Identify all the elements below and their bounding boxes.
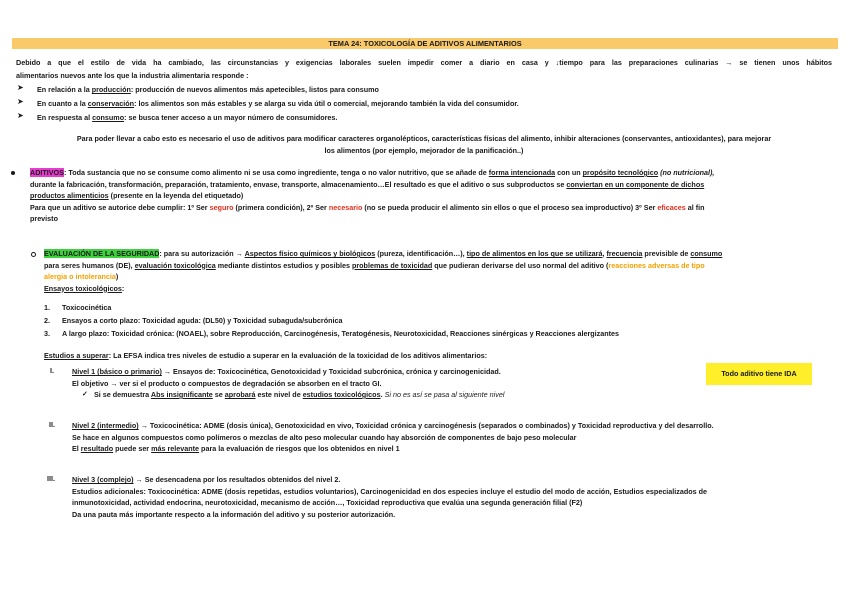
evaluacion-text: (pureza, identificación…),	[375, 249, 467, 258]
ensayos-text: Ensayos a corto plazo: Toxicidad aguda: (DL50) y Toxicidad subaguda/subcrónica	[62, 316, 343, 325]
seguro-keyword: seguro	[209, 202, 234, 212]
intro-paragraph	[16, 57, 832, 69]
evaluacion-text: ,	[602, 249, 607, 258]
evaluacion-text: mediante distintos estudios y posibles	[215, 260, 352, 270]
nivel-text: Da una pauta más importante respecto a la información del aditivo y su posterior autorización.	[72, 509, 396, 519]
bullet-dot-icon	[11, 171, 15, 175]
ensayos-number: 1.	[44, 303, 50, 312]
aditivos-text: (no se pueda producir el alimento sin ellos o que el proceso sea improductivo) 3º Ser	[362, 202, 658, 212]
arrow-item-text: : se busca tener acceso a un mayor número de consumidores.	[124, 113, 338, 122]
aditivos-text: al fin	[685, 202, 705, 212]
evaluacion-keyword: frecuencia	[606, 249, 643, 258]
arrow-item-conservacion	[37, 98, 817, 110]
nivel-text: → Se desencadena por los resultados obtenidos del nivel 2.	[133, 475, 341, 484]
nivel-text: para la evaluación de riesgos que los obtenidos en nivel 1	[199, 444, 400, 453]
purpose-paragraph	[16, 133, 832, 156]
nivel-text: .	[380, 390, 385, 399]
eficaces-keyword: eficaces	[657, 202, 686, 212]
necesario-keyword: necesario	[328, 202, 363, 212]
ensayos-list	[44, 302, 840, 341]
nivel-title: Nivel 2 (intermedio)	[72, 421, 139, 430]
aditivos-text: (primera condición), 2º Ser	[233, 202, 329, 212]
nivel-keyword: resultado	[80, 444, 114, 453]
estudios-heading	[44, 350, 840, 362]
intro-paragraph-end	[16, 70, 832, 82]
aditivos-keyword: forma intencionada	[488, 168, 556, 177]
nivel-text: puede ser	[113, 444, 152, 453]
nivel-text: Se hace en algunos compuestos como polímeros o mezclas de alto peso molecular cuando hay absorción de componentes de bajo peso molecular	[72, 432, 577, 442]
nivel-3-block	[72, 474, 842, 520]
nivel-text: → Toxicocinética: ADME (dosis única), Genotoxicidad en vivo, Toxicidad crónica y carcinogénesis (separados o combinados) y Toxicidad reproductiva y del desarrollo.	[138, 421, 714, 430]
evaluacion-highlight: alergia o intolerancia	[44, 272, 116, 281]
arrow-item-text: : los alimentos son más estables y se alarga su vida útil o comercial, mejorando también la vida del consumidor.	[134, 99, 519, 108]
nivel-text: Estudios adicionales: Toxicocinética: ADME (dosis repetidas, estudios voluntarios), Carcinogenicidad en dos especies incluye el estudio del modo de acción, Estudios especializados de	[72, 486, 708, 496]
ensayos-number: 3.	[44, 329, 50, 338]
nivel-text: Si se demuestra	[94, 390, 151, 399]
nivel-keyword: más relevante	[151, 444, 200, 453]
purpose-line-1: Para poder llevar a cabo esto es necesario el uso de aditivos para modificar caracteres organolépticos, características físicas del alimento, inhibir alteraciones (conservantes, antioxidantes), para mejorar	[76, 134, 772, 143]
evaluacion-label: EVALUACIÓN DE LA SEGURIDAD	[44, 249, 160, 258]
arrow-item-text: En cuanto a la	[37, 99, 88, 108]
intro-line-1: Debido a que el estilo de vida ha cambiado, las circunstancias y exigencias laborales suelen impedir comer a diario en casa y ↓tiempo para las preparaciones culinarias → se tienen unos hábitos	[16, 58, 832, 67]
aditivos-text: durante la fabricación, transformación, preparación, tratamiento, envase, transporte, almacenamiento…El resultado es que el aditivo o sus subproductos se	[30, 179, 567, 189]
nivel-title: Nivel 3 (complejo)	[72, 475, 134, 484]
nivel-number: II.	[49, 420, 55, 429]
aditivos-text: (presente en la leyenda del etiquetado)	[108, 191, 244, 200]
arrow-bullet-icon: ➤	[17, 111, 24, 120]
arrow-item-text: En relación a la	[37, 85, 92, 94]
aditivos-keyword: propósito tecnológico	[582, 168, 659, 177]
aditivos-label: ADITIVOS	[30, 168, 64, 177]
nivel-1-block	[72, 366, 692, 401]
nivel-number: I.	[50, 366, 54, 375]
ensayos-text: Toxicocinética	[62, 303, 112, 312]
intro-line-2: alimentarios nuevos ante los que la industria alimentaria responde :	[16, 71, 249, 80]
nivel-keyword: Abs insignificante	[150, 390, 213, 399]
nivel-text: El objetivo → ver si el producto o compuestos de degradación se absorben en el tracto GI.	[72, 378, 382, 388]
nivel-text: El	[72, 444, 81, 453]
aditivos-text: Para que un aditivo se autorice debe cumplir: 1º Ser	[30, 202, 210, 212]
nivel-number: III.	[47, 474, 55, 483]
aditivos-keyword: conviertan en un componente de dichos	[566, 179, 705, 189]
nivel-text: se	[212, 390, 225, 399]
arrow-item-keyword: conservación	[87, 99, 135, 108]
bullet-ring-icon	[31, 252, 36, 257]
ensayos-text: A largo plazo: Toxicidad crónica: (NOAEL), sobre Reproducción, Carcinogénesis, Teratogénesis, Neurotoxicidad, Reacciones sinérgicas y Reacciones alergizantes	[62, 329, 620, 338]
ensayos-number: 2.	[44, 316, 50, 325]
evaluacion-text: para seres humanos (DE),	[44, 260, 135, 270]
nivel-note: Si no es así se pasa al siguiente nivel	[384, 390, 505, 399]
ensayos-title: Ensayos toxicológicos	[44, 283, 122, 293]
estudios-text: : La EFSA indica tres niveles de estudio a superar en la evaluación de la toxicidad de los aditivos alimentarios:	[108, 351, 488, 360]
evaluacion-keyword: evaluación toxicológica	[134, 260, 216, 270]
nivel-text: inmunotoxicidad, actividad endocrina, neurotoxicidad, mecanismo de acción…, Toxicidad reproductiva que evalúa una segunda generación filial (F2)	[72, 498, 583, 507]
nivel-text: este nivel de	[255, 390, 303, 399]
arrow-item-keyword: consumo	[92, 113, 125, 122]
page-title: TEMA 24: TOXICOLOGÍA DE ADITIVOS ALIMENTARIOS	[12, 38, 838, 49]
aditivos-text: previsto	[30, 214, 58, 223]
ensayos-item	[44, 302, 840, 315]
evaluacion-keyword: consumo	[690, 249, 723, 258]
arrow-item-keyword: producción	[91, 85, 131, 94]
nivel-title: Nivel 1 (básico o primario)	[72, 367, 162, 376]
nivel-text: → Ensayos de: Toxicocinética, Genotoxicidad y Toxicidad subcrónica, crónica y carcinogenicidad.	[161, 367, 501, 376]
aditivos-definition	[30, 167, 842, 225]
nivel-keyword: aprobará	[224, 390, 256, 399]
aditivos-text: : Toda sustancia que no se consume como alimento ni se usa como ingrediente, tenga o no valor nutritivo, que se añade de	[63, 168, 489, 177]
aditivos-text: (no nutricional),	[658, 168, 715, 177]
arrow-item-consumo	[37, 112, 817, 124]
arrow-item-text: En respuesta al	[37, 113, 93, 122]
evaluacion-keyword: tipo de alimentos en los que se utilizará	[466, 249, 603, 258]
arrow-item-produccion	[37, 84, 817, 96]
aditivos-keyword: productos alimenticios	[30, 191, 109, 200]
ensayos-item	[44, 315, 840, 328]
estudios-keyword: Estudios a superar	[44, 351, 109, 360]
checkmark-icon: ✓	[82, 391, 88, 398]
ensayos-item	[44, 328, 840, 341]
arrow-bullet-icon: ➤	[17, 97, 24, 106]
evaluacion-section: EVALUACIÓN DE LA SEGURIDAD: para su autorización → Aspectos físico químicos y biológicos (pureza, identificación…), tipo de alimentos en los que se utilizará, frecuencia previsible de consumo para seres humanos (DE), evaluación toxicológica mediante distintos estudios y posibles problemas de toxicidad que pudieran derivarse del uso normal del aditivo (reacciones adversas de tipo alergia o intolerancia) Ensayos toxicológicos:	[44, 249, 723, 293]
arrow-bullet-icon: ➤	[17, 83, 24, 92]
evaluacion-text: )	[115, 272, 119, 281]
purpose-line-2: los alimentos (por ejemplo, mejorador de la panificación..)	[324, 145, 524, 155]
evaluacion-text: que pudieran derivarse del uso normal del aditivo (	[432, 260, 609, 270]
evaluacion-keyword: Aspectos físico químicos y biológicos	[244, 249, 376, 258]
arrow-item-text: : producción de nuevos alimentos más apetecibles, listos para consumo	[130, 85, 379, 94]
evaluacion-text: previsible de	[642, 249, 691, 258]
evaluacion-highlight: reacciones adversas de tipo	[608, 260, 705, 270]
nivel-keyword: estudios toxicológicos	[302, 390, 381, 399]
aditivos-text: con un	[555, 168, 583, 177]
ida-note-box: Todo aditivo tiene IDA	[706, 363, 812, 385]
nivel-2-block	[72, 420, 842, 455]
evaluacion-keyword: problemas de toxicidad	[351, 260, 433, 270]
evaluacion-text: : para su autorización →	[159, 249, 245, 258]
